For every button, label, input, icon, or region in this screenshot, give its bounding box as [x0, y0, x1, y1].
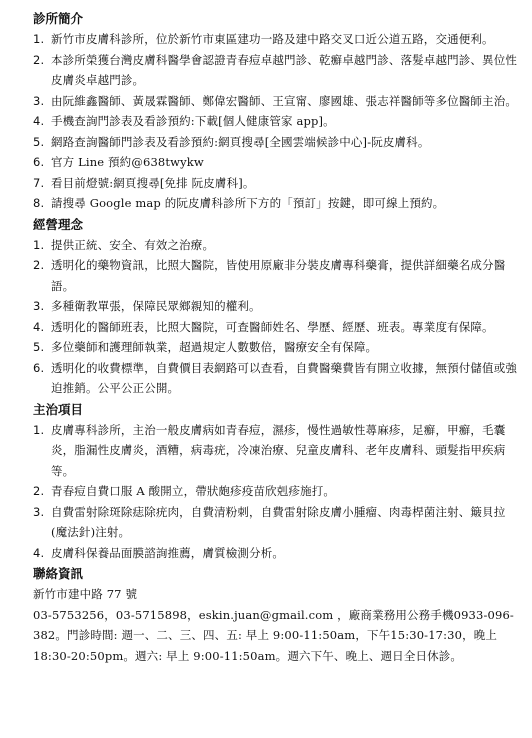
item-text: 官方 Line 預約@638twykw: [51, 155, 204, 169]
item-text: 本診所榮獲台灣皮膚科醫學會認證青春痘卓越門診、乾癬卓越門診、落髮卓越門診、異位性皮膚炎卓越門診。: [51, 52, 517, 87]
philosophy-list: [33, 235, 518, 399]
list-item: [33, 152, 518, 173]
list-item: [33, 235, 518, 256]
list-item: [33, 296, 518, 317]
item-text: 由阮維鑫醫師、黃晟霖醫師、鄭偉宏醫師、王宣甯、廖國雄、張志祥醫師等多位醫師主治。: [51, 93, 517, 108]
section-title-philosophy: 經營理念: [33, 216, 84, 232]
contact-details: 03-5753256，03-5715898，eskin.juan@gmail.com ，廠商業務用公務手機0933-096-382。門診時間: 週一、二、三、四、五: 早上 9:00-11:50am，下午15:30-17:30，晚上 18:30-20:50pm。週六: 早上 9:00-11:50am。週六下午、晚上、週日全日休診。: [33, 607, 514, 663]
list-item: [33, 317, 518, 338]
item-text: 自費雷射除斑除痣除疣肉，自費清粉刺，自費雷射除皮膚小腫瘤、肉毒桿菌注射、簸貝拉(魔法針)注射。: [51, 504, 506, 539]
item-number: 4.: [33, 114, 45, 128]
item-number: 8.: [33, 196, 45, 210]
list-item: [33, 255, 518, 296]
item-text: 青春痘自費口服 A 酸開立，帶狀皰疹疫苗欣剋疹施打。: [51, 484, 336, 498]
item-number: 6.: [33, 155, 45, 169]
section-title-contact: 聯絡資訊: [33, 566, 84, 581]
item-text: 請搜尋 Google map 的阮皮膚科診所下方的「預訂」按鍵，即可線上預約。: [51, 196, 445, 210]
item-number: 3.: [33, 504, 45, 519]
intro-list: [33, 29, 518, 214]
item-text: 透明化的醫師班表，比照大醫院，可查醫師姓名、學歷、經歷、班表。專業度有保障。: [51, 319, 494, 334]
list-item: [33, 420, 518, 482]
list-item: [33, 50, 518, 91]
item-number: 4.: [33, 545, 45, 560]
services-list: [33, 420, 518, 564]
item-number: 3.: [33, 93, 45, 108]
contact-block: [33, 584, 518, 666]
item-number: 1.: [33, 422, 45, 437]
item-text: 多種衛教單張，保障民眾鄉親知的權利。: [51, 299, 261, 313]
item-text: 提供正統、安全、有效之治療。: [51, 237, 215, 252]
item-text: 看目前燈號:網頁搜尋[免排 阮皮膚科]。: [51, 175, 255, 190]
list-item: [33, 337, 518, 358]
item-number: 1.: [33, 237, 45, 252]
item-text: 皮膚科保養品面膜諮詢推薦，膚質檢測分析。: [51, 545, 284, 560]
list-item: [33, 173, 518, 194]
item-number: 4.: [33, 319, 45, 334]
item-number: 1.: [33, 32, 45, 46]
item-text: 手機查詢門診表及看診預約:下載[個人健康管家 app]。: [51, 114, 335, 128]
item-text: 皮膚專科診所，主治一般皮膚病如青春痘，濕疹，慢性過敏性蕁麻疹，足癬，甲癬，毛囊炎，脂漏性皮膚炎，酒糟，病毒疣，冷凍治療、兒童皮膚科、老年皮膚科、頭髮指甲疾病等。: [51, 422, 506, 478]
item-number: 6.: [33, 360, 45, 375]
item-text: 透明化的收費標準，自費價目表網路可以查看，自費醫藥費皆有開立收據，無預付儲值或強迫推銷。公平公正公開。: [51, 360, 517, 395]
item-number: 2.: [33, 52, 45, 67]
list-item: [33, 481, 518, 502]
item-number: 7.: [33, 175, 45, 190]
item-text: 多位藥師和護理師執業，超過規定人數數倍，醫療安全有保障。: [51, 340, 378, 354]
item-number: 5.: [33, 340, 45, 354]
list-item: [33, 193, 518, 214]
contact-address: 新竹市建中路 77 號: [33, 587, 138, 601]
list-item: [33, 132, 518, 153]
item-number: 2.: [33, 484, 45, 498]
item-number: 2.: [33, 258, 45, 272]
item-text: 網路查詢醫師門診表及看診預約:網頁搜尋[全國雲端候診中心]-阮皮膚科。: [51, 134, 430, 149]
list-item: [33, 358, 518, 399]
list-item: [33, 29, 518, 50]
item-text: 新竹市皮膚科診所，位於新竹市東區建功一路及建中路交叉口近公道五路，交通便利。: [51, 32, 494, 46]
item-number: 3.: [33, 299, 45, 313]
list-item: [33, 502, 518, 543]
section-title-services: 主治項目: [33, 401, 84, 417]
section-title-intro: 診所簡介: [33, 11, 84, 26]
item-number: 5.: [33, 134, 45, 149]
item-text: 透明化的藥物資訊，比照大醫院，皆使用原廠非分裝皮膚專科藥膏，提供詳細藥名成分醫語。: [51, 258, 506, 293]
list-item: [33, 91, 518, 112]
list-item: [33, 543, 518, 564]
list-item: [33, 111, 518, 132]
